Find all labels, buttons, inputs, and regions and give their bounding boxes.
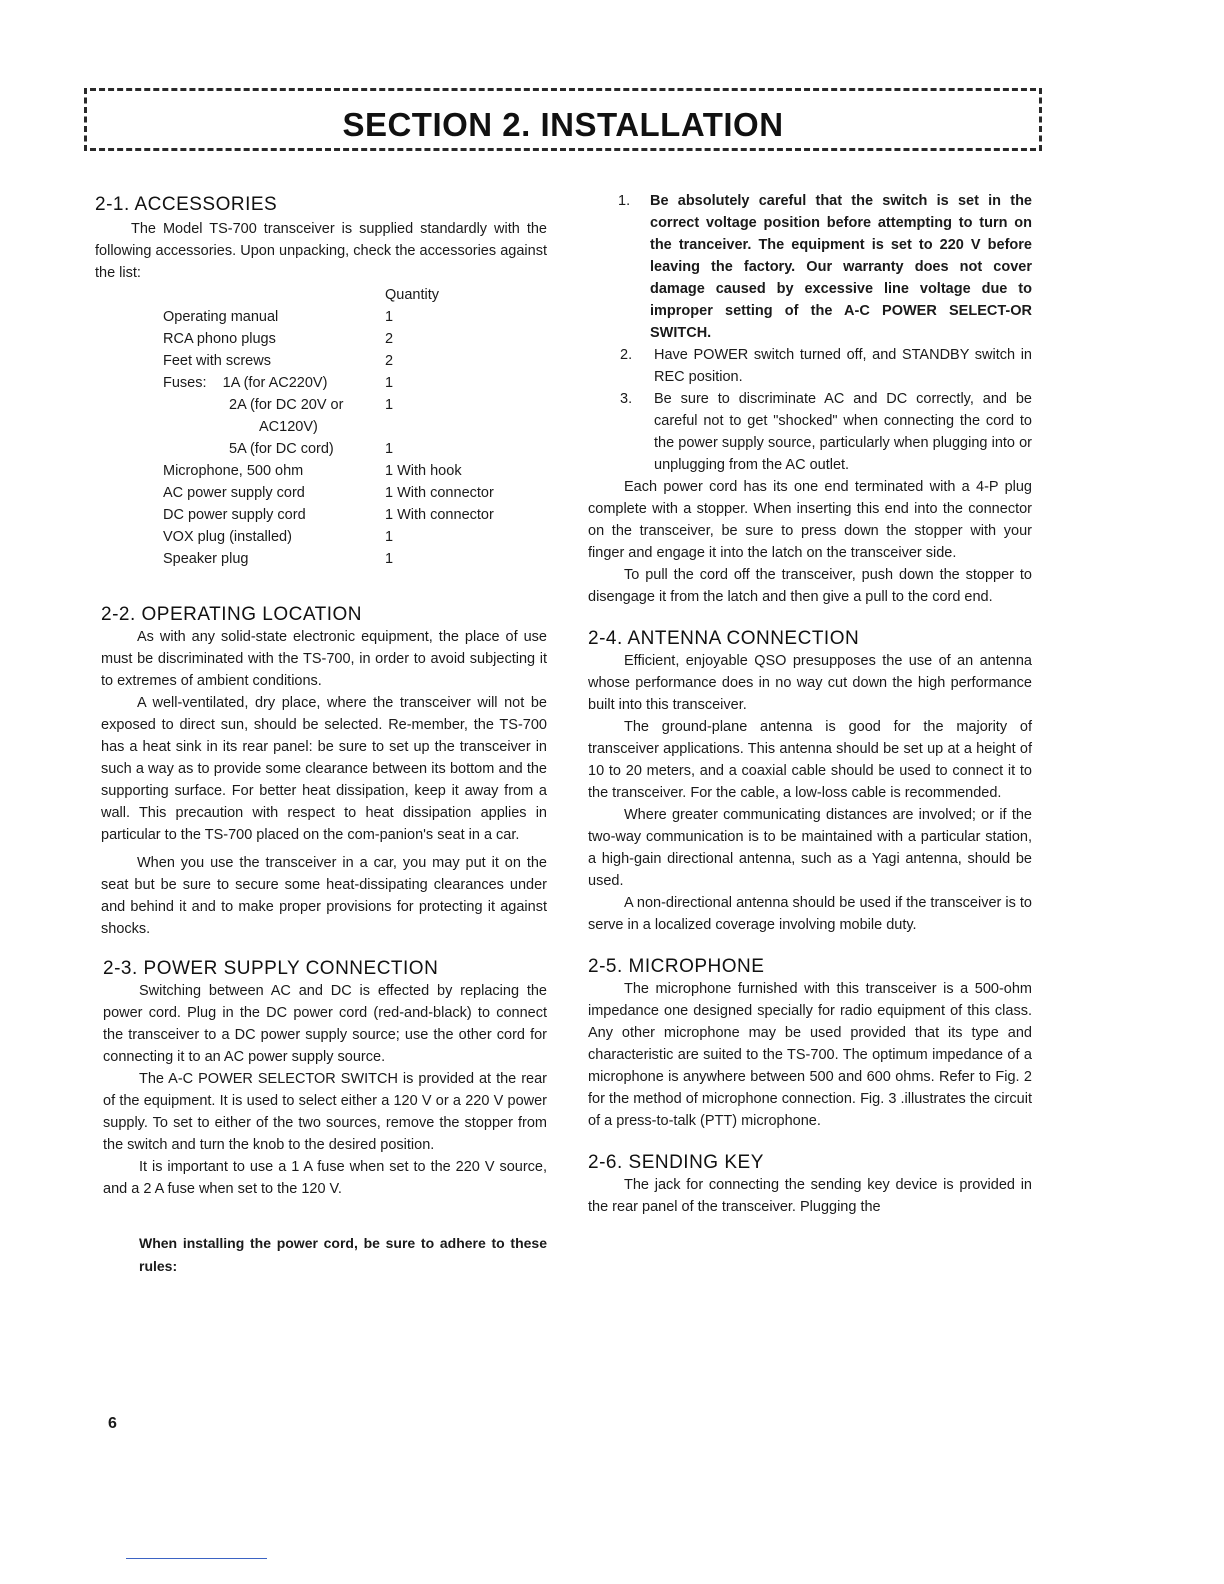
section-title: SECTION 2. INSTALLATION xyxy=(342,106,784,143)
item-cell: AC power supply cord xyxy=(163,485,305,501)
power-paragraph-3: It is important to use a 1 A fuse when set to the 220 V source, and a 2 A fuse when set to the 120 V. xyxy=(103,1159,547,1197)
qty-cell: 1 With connector xyxy=(385,485,494,501)
table-row xyxy=(163,526,545,548)
qty-cell: 1 xyxy=(385,397,394,413)
table-row xyxy=(163,372,545,394)
table-row xyxy=(163,328,545,350)
section-banner xyxy=(84,88,1042,152)
location-paragraph-3: When you use the transceiver in a car, you may put it on the seat but be sure to secure some heat-dissipating clearances under and behind it and to make proper provisions for protecting it against shocks. xyxy=(101,855,547,937)
table-row xyxy=(163,548,545,570)
item-cell: RCA phono plugs xyxy=(163,331,276,347)
item-cell: Operating manual xyxy=(163,309,279,325)
table-row xyxy=(163,350,545,372)
list-item xyxy=(588,388,1032,476)
item-cell: 2A (for DC 20V or xyxy=(229,397,344,413)
qty-cell: 1 xyxy=(385,529,394,545)
heading-microphone: 2-5. MICROPHONE xyxy=(588,956,765,977)
heading-power-supply: 2-3. POWER SUPPLY CONNECTION xyxy=(103,958,439,979)
item-cell: Feet with screws xyxy=(163,353,271,369)
qty-cell: 1 With connector xyxy=(385,507,494,523)
power-rules-list xyxy=(588,190,1032,476)
table-row xyxy=(163,394,545,416)
power-paragraph-1: Switching between AC and DC is effected by replacing the power cord. Plug in the DC power cord (red-and-black) to connect the transceiver to a DC power supply source; use the other cord for connecting it to an AC power supply source. xyxy=(103,983,547,1065)
location-paragraph-2: A well-ventilated, dry place, where the transceiver will not be exposed to direct sun, should be selected. Re-member, the TS-700 has a heat sink in its rear panel: be sure to set up the transceiver in such a way as to provide some clearance between its bottom and the supporting surface. For better heat dissipation, keep it away from a wall. This precaution with respect to heat dissipation applies in particular to the TS-700 placed on the com-panion's seat in a car. xyxy=(101,695,547,843)
qty-cell xyxy=(385,416,545,438)
page-number: 6 xyxy=(108,1415,117,1432)
power-paragraph-2: The A-C POWER SELECTOR SWITCH is provided at the rear of the equipment. It is used to select either a 120 V or a 220 V power supply. To set to either of the two sources, remove the stopper from the switch and turn the knob to the desired position. xyxy=(103,1071,547,1153)
qty-cell: 1 xyxy=(385,551,394,567)
heading-sending-key: 2-6. SENDING KEY xyxy=(588,1152,764,1173)
heading-antenna: 2-4. ANTENNA CONNECTION xyxy=(588,628,860,649)
qty-cell: 1 xyxy=(385,441,394,457)
item-cell: Microphone, 500 ohm xyxy=(163,463,304,479)
list-item xyxy=(588,344,1032,388)
table-row xyxy=(163,416,545,438)
antenna-paragraph-3: Where greater communicating distances are involved; or if the two-way communication is to be maintained with a particular station, a high-gain directional antenna, such as a Yagi antenna, should be used. xyxy=(588,807,1032,889)
item-cell: Fuses: 1A (for AC220V) xyxy=(163,375,328,391)
rule-text: Have POWER switch turned off, and STANDBY switch in REC position. xyxy=(654,347,1032,385)
banner-top-border xyxy=(90,88,1036,91)
power-paragraph-5: To pull the cord off the transceiver, push down the stopper to disengage it from the latch and then give a pull to the cord end. xyxy=(588,567,1032,605)
item-cell: AC120V) xyxy=(259,419,318,435)
item-cell: Speaker plug xyxy=(163,551,249,567)
item-cell: DC power supply cord xyxy=(163,507,306,523)
accessories-table xyxy=(163,284,545,570)
qty-cell: 2 xyxy=(385,331,394,347)
rule-text: Be absolutely careful that the switch is set in the correct voltage position before attempting to turn on the tranceiver. The equipment is set to 220 V before leaving the factory. Our warranty does not cover damage caused by excessive line voltage due to improper setting of the A-C POWER SELECT-OR SWITCH. xyxy=(650,193,1032,341)
list-item xyxy=(588,190,1032,344)
heading-operating-location: 2-2. OPERATING LOCATION xyxy=(101,604,363,625)
left-column xyxy=(95,190,547,1278)
location-paragraph-1: As with any solid-state electronic equipment, the place of use must be discriminated with the TS-700, in order to avoid subjecting it to extremes of ambient conditions. xyxy=(101,629,547,689)
banner-bottom-border xyxy=(90,148,1036,151)
rule-number: 1. xyxy=(618,193,631,209)
table-row xyxy=(163,504,545,526)
table-row xyxy=(163,438,545,460)
qty-cell: 1 xyxy=(385,309,394,325)
rule-text: Be sure to discriminate AC and DC correctly, and be careful not to get "shocked" when connecting the cord to the power supply source, particularly when plugging into or unplugging from the AC outlet. xyxy=(654,391,1032,473)
antenna-paragraph-1: Efficient, enjoyable QSO presupposes the use of an antenna whose performance does in no way cut down the high performance built into this transceiver. xyxy=(588,653,1032,713)
table-row xyxy=(163,306,545,328)
item-cell: VOX plug (installed) xyxy=(163,529,292,545)
sending-key-paragraph: The jack for connecting the sending key device is provided in the rear panel of the transceiver. Plugging the xyxy=(588,1177,1032,1215)
qty-cell: 1 xyxy=(385,375,394,391)
rule-number: 2. xyxy=(620,347,633,363)
accessories-intro: The Model TS-700 transceiver is supplied standardly with the following accessories. Upon unpacking, check the accessories against the list: xyxy=(95,221,547,281)
antenna-paragraph-2: The ground-plane antenna is good for the majority of transceiver applications. This antenna should be set up at a height of 10 to 20 meters, and a coaxial cable should be used to connect it to the transceiver. For the cable, a low-loss cable is recommended. xyxy=(588,719,1032,801)
antenna-paragraph-4: A non-directional antenna should be used if the transceiver is to serve in a localized coverage involving mobile duty. xyxy=(588,895,1032,933)
item-cell: 5A (for DC cord) xyxy=(229,441,334,457)
power-cord-note: When installing the power cord, be sure to adhere to these rules: xyxy=(139,1235,547,1274)
right-column xyxy=(588,190,1032,1218)
table-header-row xyxy=(163,284,545,306)
quantity-header: Quantity xyxy=(385,287,439,303)
table-row xyxy=(163,460,545,482)
rule-number: 3. xyxy=(620,391,633,407)
power-paragraph-4: Each power cord has its one end terminated with a 4-P plug complete with a stopper. When inserting this end into the connector on the transceiver, be sure to press down the stopper with your finger and engage it into the latch on the transceiver side. xyxy=(588,479,1032,561)
heading-accessories: 2-1. ACCESSORIES xyxy=(95,194,278,215)
microphone-paragraph: The microphone furnished with this transceiver is a 500-ohm impedance one designed specially for radio equipment of this class. Any other microphone may be used provided that its type and characteristic are suited to the TS-700. The optimum impedance of a microphone is anywhere between 500 and 600 ohms. Refer to Fig. 2 for the method of microphone connection. Fig. 3 .illustrates the circuit of a press-to-talk (PTT) microphone. xyxy=(588,981,1032,1129)
qty-cell: 2 xyxy=(385,353,394,369)
qty-cell: 1 With hook xyxy=(385,463,462,479)
table-row xyxy=(163,482,545,504)
footer-rule xyxy=(126,1558,267,1559)
